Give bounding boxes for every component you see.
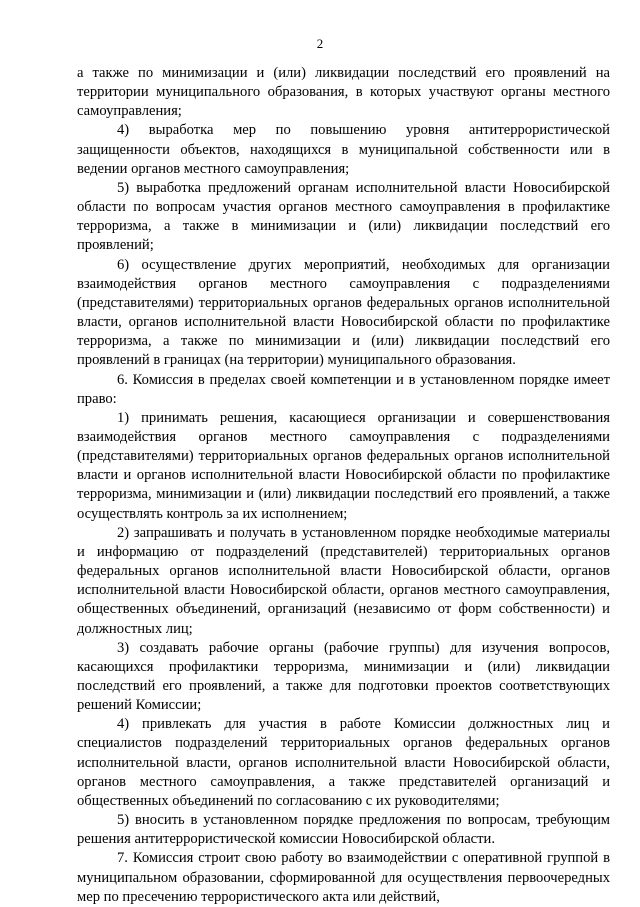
paragraph-item-4: 4) выработка мер по повышению уровня антитеррористической защищенности объектов, находящихся в муниципальной собственности или в ведении органов местного самоуправления; [77, 122, 610, 177]
paragraph-item-5: 5) выработка предложений органам исполнительной власти Новосибирской области по вопросам участия органов местного самоуправления в профилактике терроризма, а также в минимизации и (или) ликвидации последствий его проявлений; [77, 179, 610, 254]
paragraph-item-6: 6) осуществление других мероприятий, необходимых для организации взаимодействия органов местного самоуправления с подразделениями (представителями) территориальных органов федеральных органов исполнительной власти, органов исполнительной власти Новосибирской области по профилактике терроризма, а также по минимизации и (или) ликвидации последствий его проявлений в границах (на территории) муниципального образования. [77, 256, 610, 369]
document-body [77, 64, 610, 907]
paragraph-section-7: 7. Комиссия строит свою работу во взаимодействии с оперативной группой в муниципальном образовании, сформированной для осуществления первоочередных мер по пресечению террористического акта или действий, [77, 850, 610, 905]
paragraph-right-2: 2) запрашивать и получать в установленном порядке необходимые материалы и информацию от подразделений (представителей) территориальных органов федеральных органов исполнительной власти Новосибирской области, органов исполнительной власти Новосибирской области, органов местного самоуправления, общественных объединений, организаций (независимо от форм собственности) и должностных лиц; [77, 524, 610, 637]
paragraph-continuation: а также по минимизации и (или) ликвидации последствий его проявлений на территории муниципального образования, в которых участвуют органы местного самоуправления; [77, 65, 610, 120]
paragraph-right-3: 3) создавать рабочие органы (рабочие группы) для изучения вопросов, касающихся профилактики терроризма, минимизации и (или) ликвидации последствий его проявлений, а также для подготовки проектов соответствующих решений Комиссии; [77, 639, 610, 714]
paragraph-section-6: 6. Комиссия в пределах своей компетенции и в установленном порядке имеет право: [77, 371, 610, 407]
paragraph-right-5: 5) вносить в установленном порядке предложения по вопросам, требующим решения антитеррористической комиссии Новосибирской области. [77, 812, 610, 848]
paragraph-right-4: 4) привлекать для участия в работе Комиссии должностных лиц и специалистов подразделений территориальных органов федеральных органов исполнительной власти, органов исполнительной власти Новосибирской области, органов местного самоуправления, а также представителей организаций и общественных объединений по согласованию с их руководителями; [77, 716, 610, 809]
page-number: 2 [316, 36, 324, 51]
paragraph-right-1: 1) принимать решения, касающиеся организации и совершенствования взаимодействия органов местного самоуправления с подразделениями (представителями) территориальных органов федеральных органов исполнительной власти и органов исполнительной власти Новосибирской области по профилактике терроризма, минимизации и (или) ликвидации последствий его проявлений, а также осуществлять контроль за их исполнением; [77, 409, 610, 522]
